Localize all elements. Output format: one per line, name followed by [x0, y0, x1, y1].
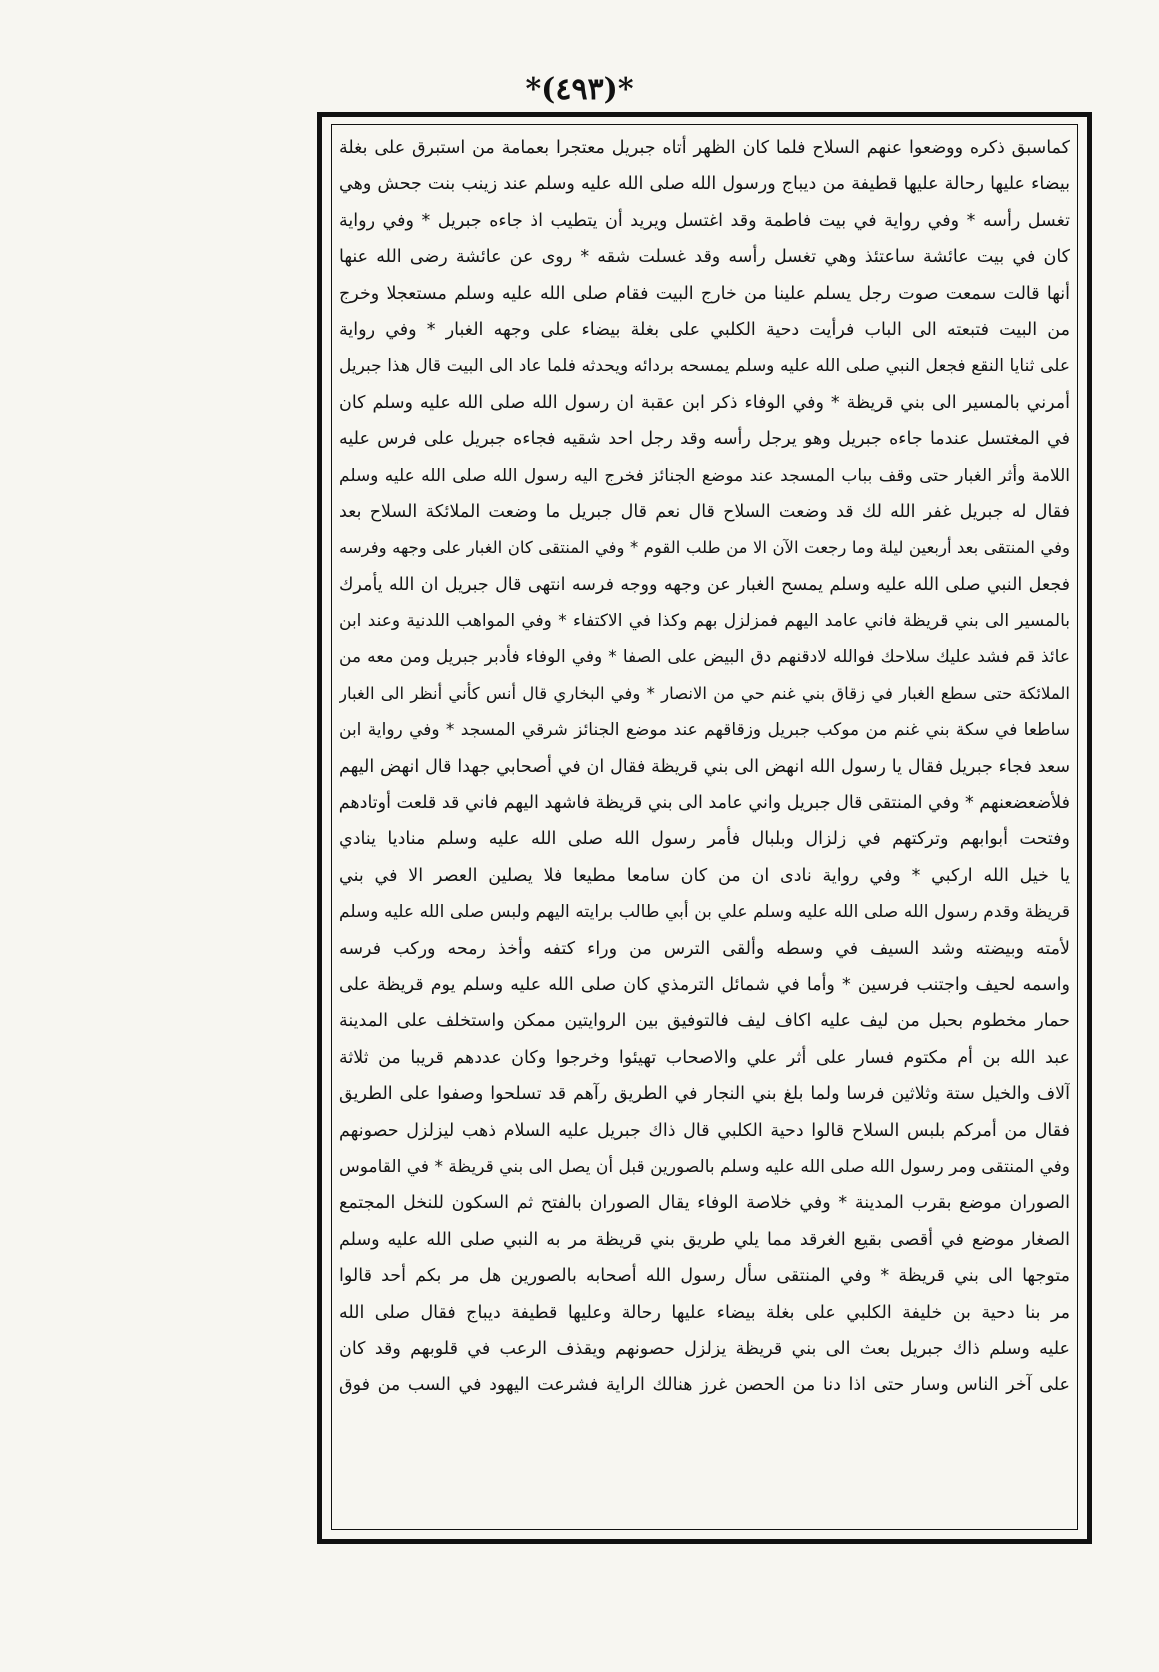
page-number: *(٤٩٣)* — [525, 72, 634, 107]
text-line: واسمه لحيف واجتنب فرسين * وأما في شمائل الترمذي كان صلى الله عليه وسلم يوم قريظة على — [339, 974, 1070, 995]
main-text-block — [339, 130, 1070, 1524]
text-line: اللامة وأثر الغبار حتى وقف بباب المسجد عند موضع الجنائز فخرج اليه رسول الله صلى الله عليه وسلم — [339, 465, 1070, 486]
text-line: أنها قالت سمعت صوت رجل يسلم علينا من خارج البيت فقام صلى الله عليه وسلم مستعجلا وخرج — [339, 283, 1070, 304]
text-line: فجعل النبي صلى الله عليه وسلم يمسح الغبار عن وجهه ووجه فرسه انتهى قال جبريل ان الله يأمرك — [339, 574, 1070, 595]
text-line: عليه وسلم ذاك جبريل بعث الى بني قريظة يزلزل حصونهم ويقذف الرعب في قلوبهم وقد كان — [339, 1338, 1070, 1359]
text-line: بالمسير الى بني قريظة فاني عامد اليهم فمزلزل بهم وكذا في الاكتفاء * وفي المواهب اللدنية وعند ابن — [339, 611, 1070, 632]
text-line: سعد فجاء جبريل فقال يا رسول الله انهض الى بني قريظة فقال ان في أصحابي جهدا قال انهض اليهم — [339, 756, 1070, 777]
text-line: حمار مخطوم بحبل من ليف عليه اكاف ليف فالتوفيق بين الروايتين ممكن واستخلف على المدينة — [339, 1011, 1070, 1032]
text-line: فقال من أمركم بلبس السلاح قالوا دحية الكلبي قال ذاك جبريل عليه السلام ذهب ليزلزل حصونهم — [339, 1120, 1070, 1141]
text-line: وفي المنتقى ومر رسول الله صلى الله عليه وسلم بالصورين قبل أن يصل الى بني قريظة * في القاموس — [339, 1156, 1070, 1177]
text-line: على آخر الناس وسار حتى اذا دنا من الحصن غرز هنالك الراية فشرعت اليهود في السب من فوق — [339, 1375, 1070, 1396]
text-line: فلأضعضعنهم * وفي المنتقى قال جبريل واني عامد الى بني قريظة فاشهد اليهم فاني قد قلعت أوتادهم — [339, 793, 1070, 814]
text-line: وفي المنتقى بعد أربعين ليلة وما رجعت الآن الا من طلب القوم * وفي المنتقى كان الغبار على وجهه وفرسه — [339, 538, 1070, 558]
text-line: آلاف والخيل ستة وثلاثين فرسا ولما بلغ بني النجار في الطريق رآهم قد تسلحوا وصفوا على الطريق — [339, 1084, 1070, 1105]
text-line: تغسل رأسه * وفي رواية في بيت فاطمة وقد اغتسل ويريد أن يتطيب اذ جاءه جبريل * وفي رواية — [339, 210, 1070, 231]
text-line: لأمته وبيضته وشد السيف في وسطه وألقى الترس من وراء كتفه وأخذ رمحه وركب فرسه — [339, 938, 1070, 959]
text-line: على ثنايا النقع فجعل النبي صلى الله عليه وسلم يمسحه بردائه ويحدثه فلما عاد الى البيت قال هذا جبريل — [339, 356, 1070, 377]
text-line: كان في بيت عائشة ساعتئذ وهي تغسل رأسه وقد غسلت شقه * روى عن عائشة رضى الله عنها — [339, 247, 1070, 268]
text-line: عائذ قم فشد عليك سلاحك فوالله لادقنهم دق البيض على الصفا * وفي الوفاء فأدبر جبريل ومن معه من — [339, 647, 1070, 668]
text-line: ساطعا في سكة بني غنم من موكب جبريل وزقاقهم عند موضع الجنائز شرقي المسجد * وفي رواية ابن — [339, 720, 1070, 741]
text-line: عبد الله بن أم مكتوم فسار على أثر علي والاصحاب تهيئوا وخرجوا وكان عددهم قريبا من ثلاثة — [339, 1047, 1070, 1068]
text-line: الصوران موضع بقرب المدينة * وفي خلاصة الوفاء يقال الصوران بالفتح ثم السكون للنخل المجتمع — [339, 1193, 1070, 1214]
text-line: فقال له جبريل غفر الله لك قد وضعت السلاح قال نعم قال جبريل ما وضعت الملائكة السلاح بعد — [339, 501, 1070, 522]
text-line: وفتحت أبوابهم وتركتهم في زلزال وبلبال فأمر رسول الله صلى الله عليه وسلم مناديا ينادي — [339, 829, 1070, 850]
text-line: متوجها الى بني قريظة * وفي المنتقى سأل رسول الله أصحابه بالصورين هل مر بكم أحد قالوا — [339, 1266, 1070, 1287]
text-line: بيضاء عليها رحالة عليها قطيفة من ديباج ورسول الله صلى الله عليه وسلم عند زينب بنت جحش وهي — [339, 174, 1070, 195]
text-line: يا خيل الله اركبي * وفي رواية نادى ان من كان سامعا مطيعا فلا يصلين العصر الا في بني — [339, 865, 1070, 886]
text-line: كماسبق ذكره ووضعوا عنهم السلاح فلما كان الظهر أتاه جبريل معتجرا بعمامة من استبرق على بغلة — [339, 138, 1070, 158]
text-line: قريظة وقدم رسول الله صلى الله عليه وسلم علي بن أبي طالب برايته اليهم ولبس صلى الله عليه وسلم — [339, 902, 1070, 923]
text-line: الملائكة حتى سطع الغبار في زقاق بني غنم حي من الانصار * وفي البخاري قال أنس كأني أنظر الى الغبار — [339, 683, 1070, 703]
text-line: أمرني بالمسير الى بني قريظة * وفي الوفاء ذكر ابن عقبة ان رسول الله صلى الله عليه وسلم كان — [339, 392, 1070, 413]
text-line: من البيت فتبعته الى الباب فرأيت دحية الكلبي على بغلة بيضاء على وجهه الغبار * وفي رواية — [339, 319, 1070, 340]
text-line: في المغتسل عندما جاءه جبريل وهو يرجل رأسه وقد رجل احد شقيه فجاءه جبريل على فرس عليه — [339, 429, 1070, 450]
text-line: الصغار موضع في أقصى بقيع الغرقد مما يلي طريق بني قريظة مر به النبي صلى الله عليه وسلم — [339, 1229, 1070, 1250]
text-line: مر بنا دحية بن خليفة الكلبي على بغلة بيضاء عليها رحالة وعليها قطيفة ديباج فقال صلى الله — [339, 1302, 1070, 1323]
